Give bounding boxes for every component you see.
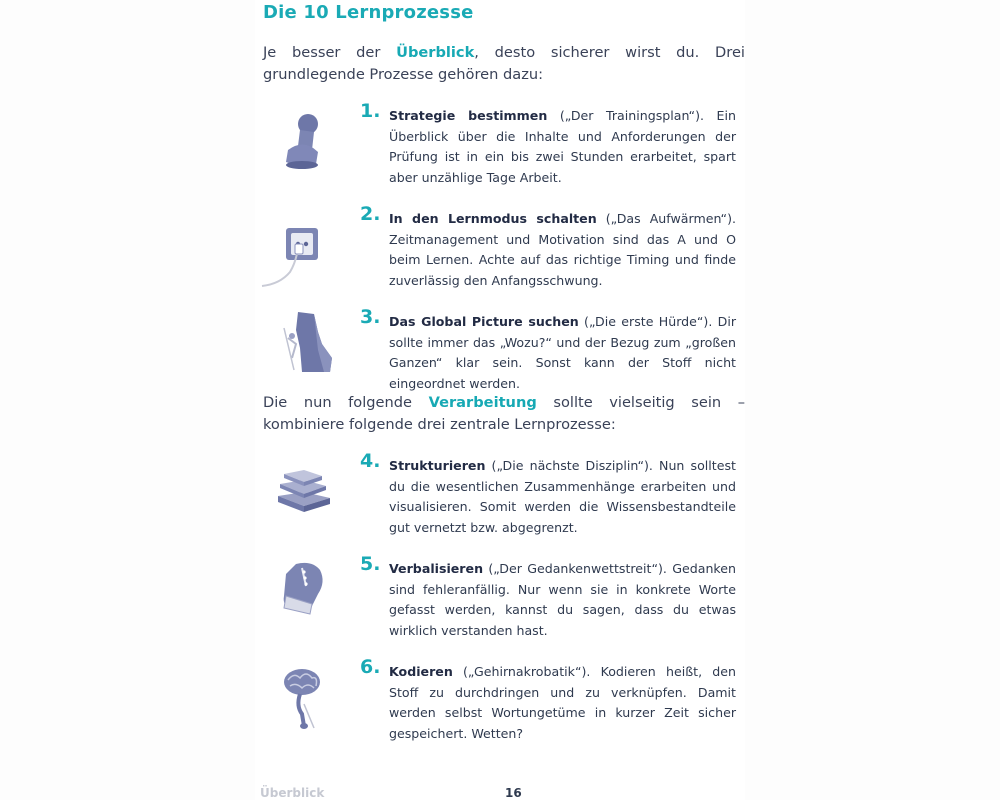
book-stack-icon bbox=[274, 466, 332, 512]
intro-paragraph-overview: Je besser der Überblick, desto sicherer wirst du. Drei grundlegende Prozesse gehören dazu: bbox=[263, 44, 745, 83]
item-text: Verbalisieren („Der Gedankenwettstreit“). Gedanken sind fehleranfällig. Nur wenn sie in konkrete Worte gefasst werden, kannst du sagen, dass du etwas wirklich verstanden hast. bbox=[389, 561, 736, 638]
item-text: Kodieren („Gehirnakrobatik“). Kodieren heißt, den Stoff zu durchdringen und zu verknüpfen. Damit werden selbst Wortungetüme in kurzer Zeit sicher gespeichert. Wetten? bbox=[389, 664, 736, 741]
list-item bbox=[360, 306, 737, 391]
list-item bbox=[360, 553, 736, 643]
page-title: Die 10 Lernprozesse bbox=[263, 2, 474, 23]
item-heading: Strukturieren bbox=[389, 458, 486, 473]
intro-paragraph-processing: Die nun folgende Verarbeitung sollte vielseitig sein – kombiniere folgende drei zentrale Lernprozesse: bbox=[263, 394, 745, 433]
list-item bbox=[360, 203, 736, 293]
item-text: Strategie bestimmen („Der Trainingsplan“). Ein Überblick über die Inhalte und Anforderungen der Prüfung ist in ein bis zwei Stunden erarbeitet, spart aber unzählige Tage Arbeit. bbox=[389, 108, 736, 185]
item-number: 6. bbox=[360, 656, 381, 678]
item-text: Strukturieren („Die nächste Disziplin“). Nun solltest du die wesentlichen Zusammenhänge erarbeiten und visualisieren. Somit werden die Wissensbestandteile gut vernetzt bzw. abgegrenzt. bbox=[389, 458, 736, 535]
page-margin-right bbox=[745, 0, 1000, 800]
item-heading: Verbalisieren bbox=[389, 561, 484, 576]
highlight-processing: Verarbeitung bbox=[428, 394, 537, 411]
item-heading: Das Global Picture suchen bbox=[389, 314, 579, 329]
item-number: 1. bbox=[360, 100, 381, 122]
highlight-overview: Überblick bbox=[396, 44, 475, 61]
list-item bbox=[360, 450, 736, 540]
item-text: In den Lernmodus schalten („Das Aufwärmen“). Zeitmanagement und Motivation sind das A und O beim Lernen. Achte auf das richtige Timing und finde zuverlässig den Anfangsschwung. bbox=[389, 211, 736, 288]
mountain-climber-icon bbox=[278, 308, 336, 374]
item-heading: In den Lernmodus schalten bbox=[389, 211, 597, 226]
boxing-glove-icon bbox=[278, 560, 328, 616]
item-heading: Kodieren bbox=[389, 664, 453, 679]
item-heading: Strategie bestimmen bbox=[389, 108, 548, 123]
footer-section-label: Überblick bbox=[260, 786, 325, 800]
page-margin-left bbox=[0, 0, 255, 800]
page-number: 16 bbox=[505, 786, 522, 800]
list-item bbox=[360, 656, 736, 741]
item-number: 4. bbox=[360, 450, 381, 472]
item-number: 3. bbox=[360, 306, 381, 328]
power-socket-icon bbox=[260, 222, 328, 290]
item-number: 5. bbox=[360, 553, 381, 575]
item-text: Das Global Picture suchen („Die erste Hürde“). Dir sollte immer das „Wozu?“ und der Bezug zum „großen Ganzen“ klar sein. Sonst kann der Stoff nicht eingeordnet werden. bbox=[389, 314, 737, 391]
chess-pawn-icon bbox=[278, 110, 328, 172]
brain-icon bbox=[278, 664, 328, 732]
list-item bbox=[360, 100, 736, 190]
item-number: 2. bbox=[360, 203, 381, 225]
